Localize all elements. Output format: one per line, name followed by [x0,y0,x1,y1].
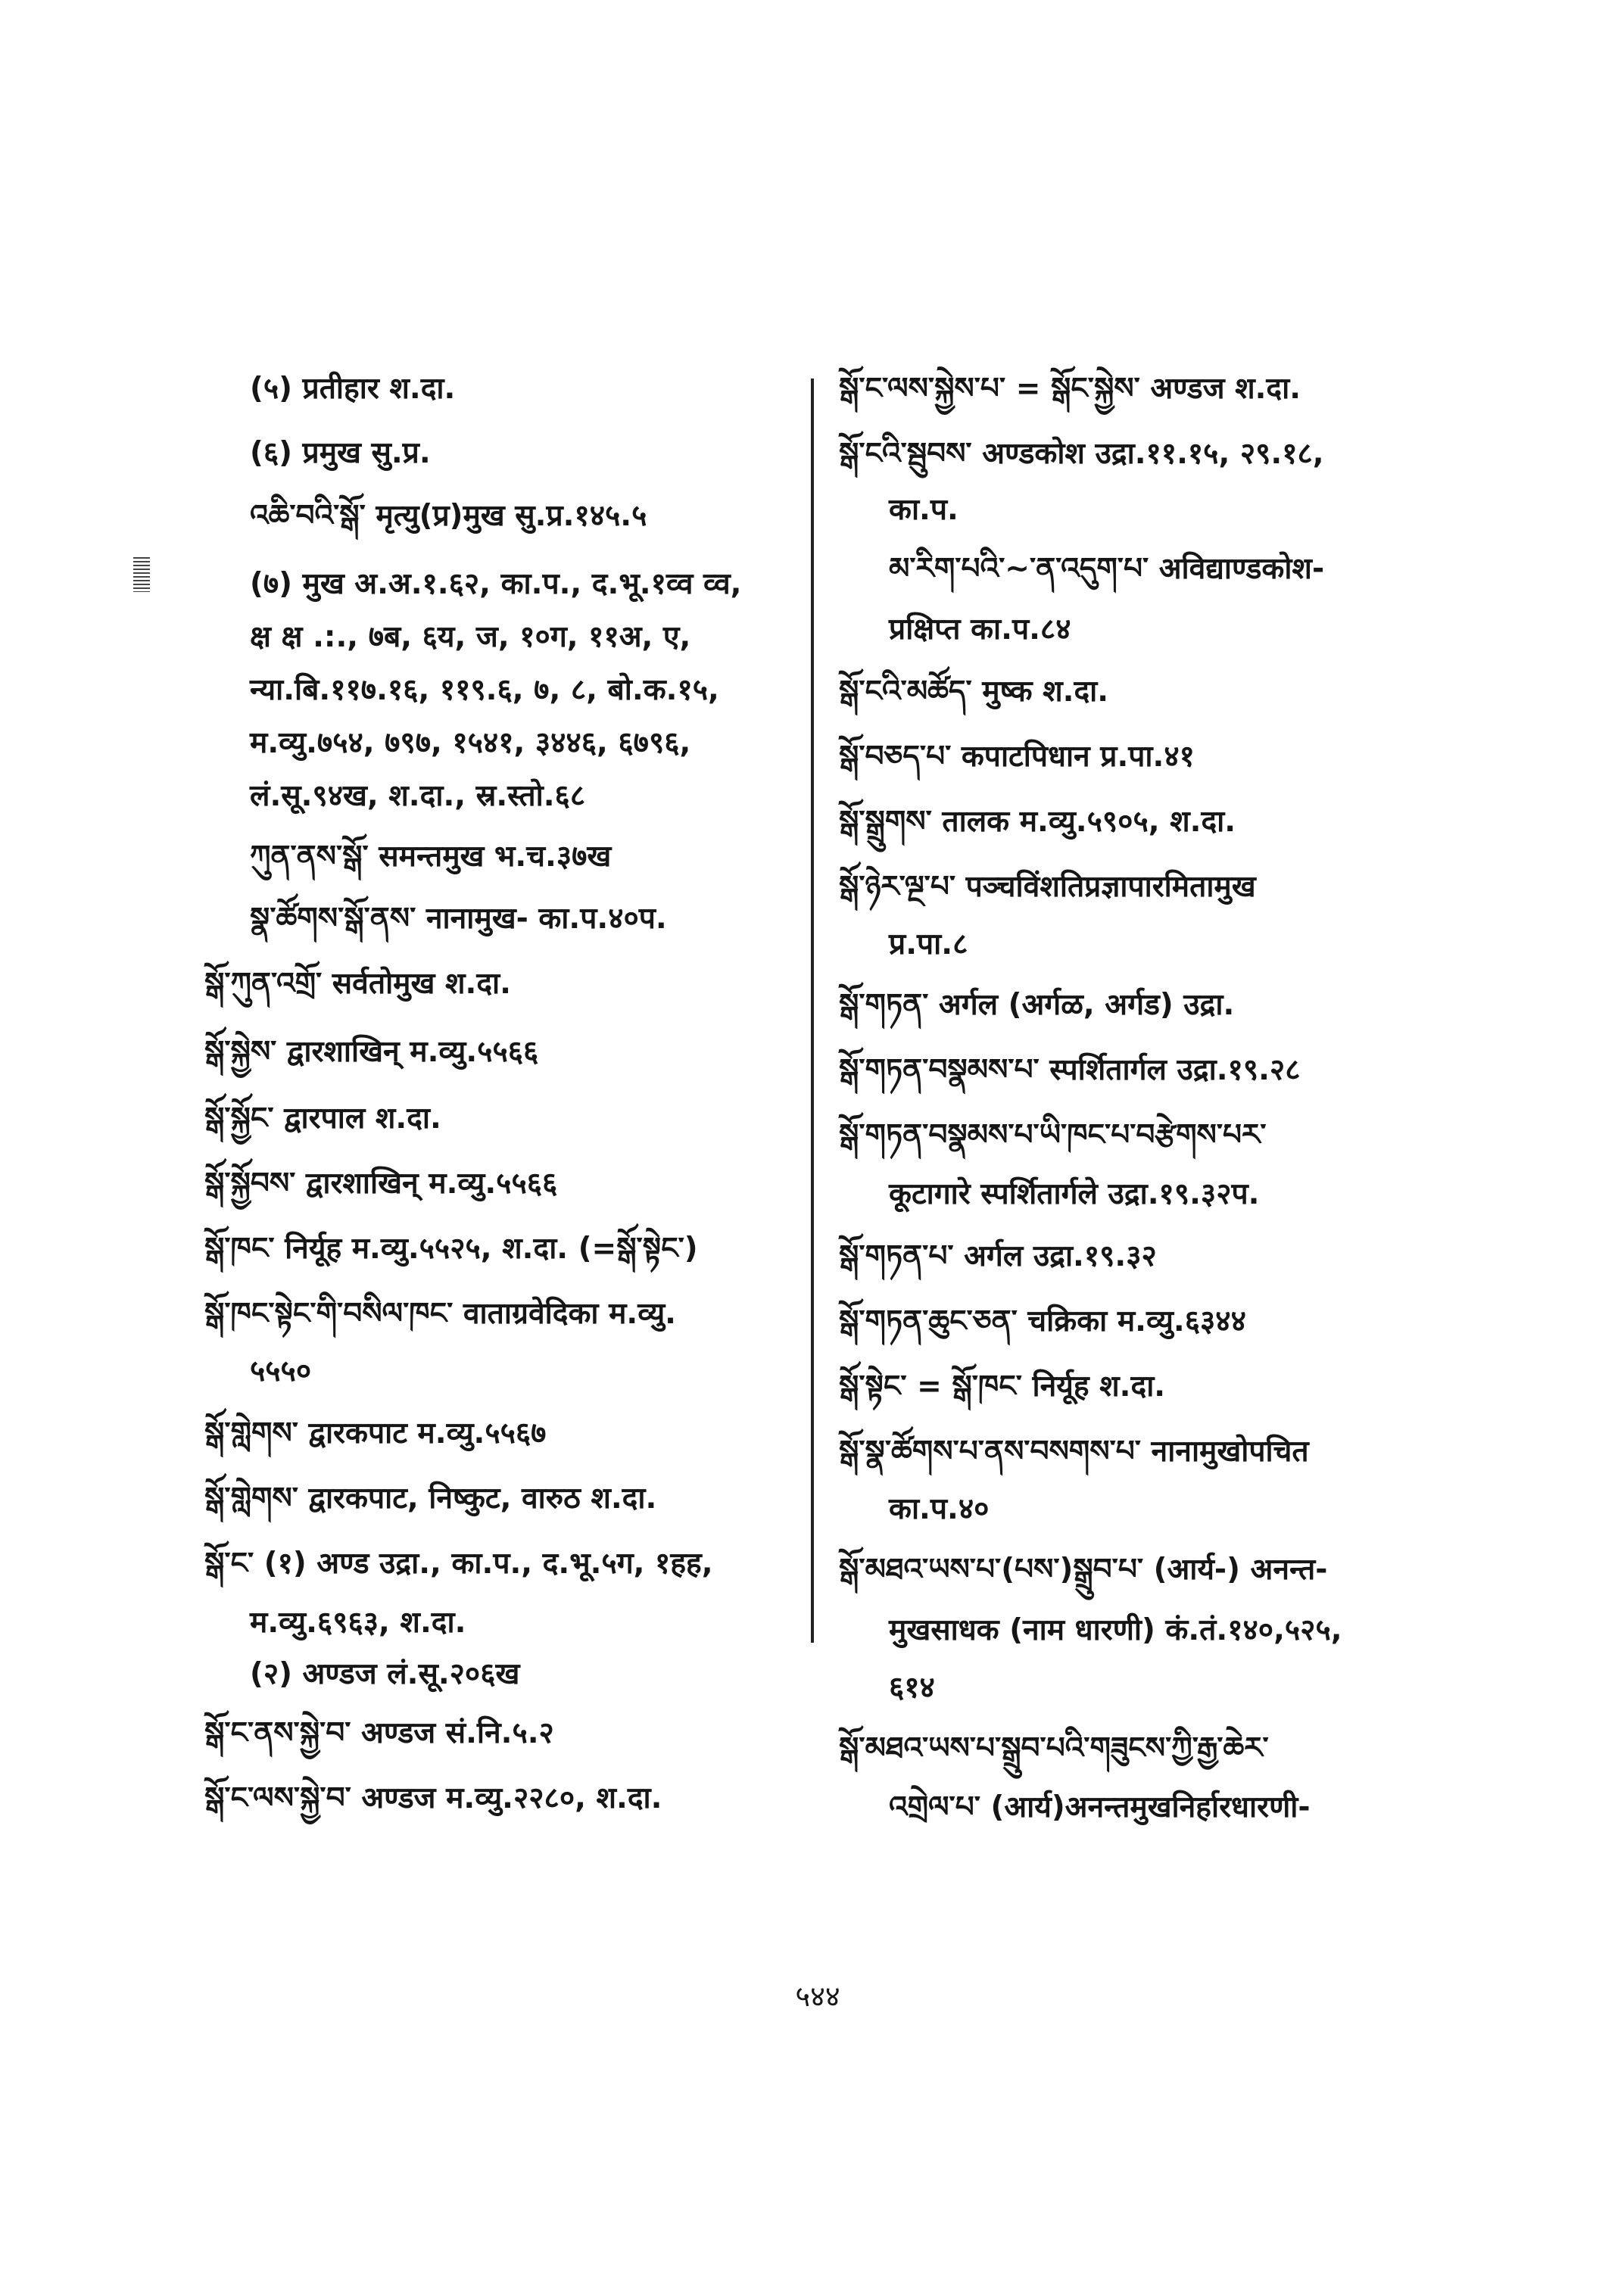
right-entry-line: སྒོ་གཏན་ अर्गल (अर्गळ, अर्गड) उद्रा. [839,988,1235,1022]
left-entry-line: སྒོ་ཀུན་འགྲོ་ सर्वतोमुख श.दा. [204,967,511,1001]
left-entry-line: क्ष क्ष .:., ७ब, ६य, ज, १०ग, ११अ, ए, [250,620,691,654]
left-entry-line: སྒོ་སྐྱོང་ द्वारपाल श.दा. [204,1101,441,1136]
left-entry-line: म.व्यु.७५४, ७९७, १५४१, ३४४६, ६७९६, [250,726,691,760]
right-entry-line: སྒོ་སྒྲུགས་ तालक म.व्यु.५९०५, श.दा. [839,805,1236,839]
right-entry-line: སྒོ་གཏན་པ་ अर्गल उद्रा.१९.३२ [839,1239,1157,1273]
left-entry-line: སྣ་ཚོགས་སྒོ་ནས་ नानामुख- का.प.४०प. [250,902,667,936]
right-entry-line: འགྲེལ་པ་ (आर्य)अनन्तमुखनिर्हारधारणी- [889,1790,1311,1824]
right-entry-line: སྒོ་ང་ལས་སྐྱེས་པ་ = སྒོང་སྐྱེས་ अण्डज श.दा. [839,372,1301,406]
left-entry-line: སྒོ་ཁང་སྟེང་གི་བསིལ་ཁང་ वाताग्रवेदिका म.व्यु. [204,1297,676,1331]
column-divider [811,379,814,1643]
right-entry-line: སྒོ་ངའི་མཚོད་ मुष्क श.दा. [839,675,1109,709]
right-entry-line: སྒོ་གཏན་བསྣམས་པ་ स्पर्शितार्गल उद्रा.१९.२८ [839,1053,1301,1087]
right-entry-line: སྒོ་ངའི་སྦུབས་ अण्डकोश उद्रा.११.१५, २९.१८, [839,437,1324,471]
right-entry-line: སྒོ་བཅད་པ་ कपाटपिधान प्र.पा.४१ [839,740,1195,774]
right-entry-line: སྒོ་ཉེར་ལྔ་པ་ पञ्चविंशतिप्रज्ञापारमितामुख [839,870,1256,904]
left-entry-line: སྒོ་སྐྱེས་ द्वारशाखिन् म.व्यु.५५६६ [204,1035,539,1069]
right-entry-line: སྒོ་སྣ་ཚོགས་པ་ནས་བསགས་པ་ नानामुखोपचित [839,1435,1309,1469]
left-entry-line: न्या.बि.११७.१६, ११९.६, ७, ८, बो.क.१५, [250,673,719,707]
left-entry-line: སྒོ་ཁང་ निर्यूह म.व्यु.५५२५, श.दा. (=སྒོ་སྟེང་) [204,1232,698,1266]
right-entry-line: སྒོ་མཐའ་ཡས་པ་(པས་)སྒྲུབ་པ་ (आर्य-) अनन्त- [839,1553,1328,1587]
margin-mark [133,557,150,592]
left-entry-line: म.व्यु.६९६३, श.दा. [250,1606,466,1640]
right-entry-line: मुखसाधक (नाम धारणी) कं.तं.१४०,५२५, [889,1613,1342,1647]
right-entry-line: སྒོ་མཐའ་ཡས་པ་སྒྲུབ་པའི་གཟུངས་ཀྱི་རྒྱ་ཆེར་ [839,1731,1269,1765]
right-entry-line: प्रक्षिप्त का.प.८४ [889,612,1071,646]
right-entry-line: སྒོ་གཏན་ཆུང་ཅན་ चक्रिका म.व्यु.६३४४ [839,1304,1246,1338]
left-entry-line: སྒོ་གླེགས་ द्वारकपाट म.व्यु.५५६७ [204,1416,547,1450]
left-entry-line: སྒོ་གླེགས་ द्वारकपाट, निष्कुट, वारुठ श.दा. [204,1481,657,1516]
left-entry-line: ཀུན་ནས་སྒོ་ समन्तमुख भ.च.३७ख [250,840,612,874]
left-entry-line: लं.सू.९४ख, श.दा., स्र.स्तो.६८ [250,779,586,813]
left-entry-line: སྒོ་སྐྱོབས་ द्वारशाखिन् म.व्यु.५५६६ [204,1167,558,1201]
right-entry-line: प्र.पा.८ [889,927,968,961]
left-entry-line: (७) मुख अ.अ.१.६२, का.प., द.भू.१व्व व्व, [250,567,742,601]
left-entry-line: སྒོ་ང་ནས་སྐྱེ་བ་ अण्डज सं.नि.५.२ [204,1716,554,1750]
left-entry-line: སྒོ་ང་ (१) अण्ड उद्रा., का.प., द.भू.५ग, १हह, [204,1547,713,1581]
right-entry-line: का.प.४० [889,1492,990,1526]
right-entry-line: སྒོ་གཏན་བསྣམས་པ་ཡི་ཁང་པ་བརྩེགས་པར་ [839,1118,1267,1152]
left-entry-line: སྒོ་ང་ལས་སྐྱེ་བ་ अण्डज म.व्यु.२२८०, श.दा. [204,1781,662,1815]
left-entry-line: འཆི་བའི་སྒོ་ मृत्यु(प्र)मुख सु.प्र.१४५.५ [250,499,647,533]
right-entry-line: कूटागारे स्पर्शितार्गले उद्रा.१९.३२प. [889,1177,1260,1211]
page-number: ५४४ [795,1980,840,2013]
right-entry-line: མ་རིག་པའི་~་ན་འདུག་པ་ अविद्याण्डकोश- [889,552,1325,586]
left-entry-line: (६) प्रमुख सु.प्र. [250,436,431,470]
left-entry-line: (५) प्रतीहार श.दा. [250,372,456,406]
right-entry-line: का.प. [889,493,959,527]
left-entry-line: ५५५० [250,1354,312,1388]
right-entry-line: སྒོ་སྟེང་ = སྒོ་ཁང་ निर्यूह श.दा. [839,1369,1166,1404]
left-entry-line: (२) अण्डज लं.सू.२०६ख [250,1657,520,1691]
right-entry-line: ६१४ [889,1671,935,1705]
